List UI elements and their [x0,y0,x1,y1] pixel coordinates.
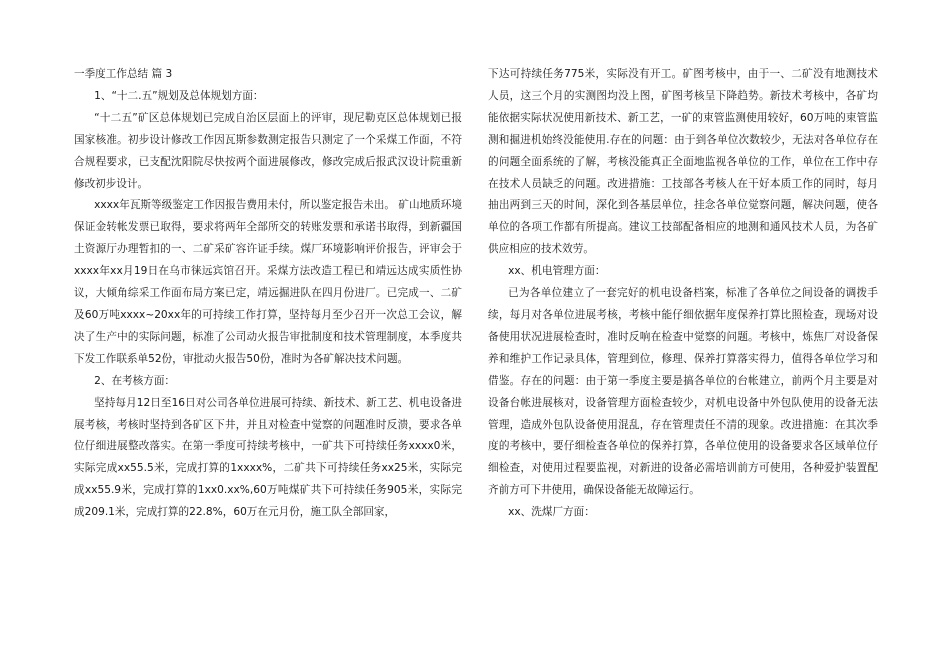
paragraph-mechanical: 已为各单位建立了一套完好的机电设备档案，标准了各单位之间设备的调拨手续，每月对各单位进展考核，考核中能仔细依据年度保养打算比照检查，现场对设备使用状况进展检查时，准时反响在检查中觉察的问题。考核中，炼焦厂对设备保养和维护工作记录具体，管理到位，修理、保养打算落实得力，值得各单位学习和借鉴。存在的问题：由于第一季度主要是搞各单位的台帐建立，前两个月主要是对设备台帐进展核对，设备管理方面检查较少，对机电设备中外包队使用的设备无法管理，造成外包队设备使用混乱，存在管理责任不清的现象。改进措施：在其次季度的考核中，要仔细检查各单位的保养打算，各单位使用的设备要求各区域单位仔细检查，对使用过程要监视，对新进的设备必需培训前方可使用，各种爱护装置配齐前方可下井使用，确保设备能无故障运行。 [488,287,878,497]
paragraph-technical-work: xxxx年瓦斯等级鉴定工作因报告费用未付，所以鉴定报告未出。 矿山地质环境保证金转帐发票已取得，要求将两年全部所交的转账发票和承诺书取得，到新疆国土资源厅办理暂扣的一、二矿采矿容许证手续。煤厂环境影响评价报告，评审会于xxxx年xx月19日在乌市徕远宾馆召开。采煤方法改造工程已和靖远达成实质性协议，大倾角综采工作面布局方案已定，靖远掘进队在四月份进厂。已完成一、二矿及60万吨xxxx~20xx年的可持续工作打算，坚持每月至少召开一次总工会议，解决了生产中的实际问题，标准了公司动火报告审批制度和技术管理制度，本季度共下发工作联系单52份，审批动火报告50份，准时为各矿解决技术问题。 [74,199,462,365]
paragraph-assessment-continued: 下达可持续任务775米，实际没有开工。矿图考核中，由于一、二矿没有地测技术人员，这三个月的实测图均没上图，矿图考核呈下降趋势。新技术考核中，各矿均能依据实际状况使用新技术、新工艺，一矿的束管监测使用较好，60万吨的束管监测和掘进机始终没能使用.存在的问题：由于到各单位次数较少，无法对各单位存在的问题全面系统的了解，考核没能真正全面地监视各单位的工作，单位在工作中存在技术人员缺乏的问题。改进措施：工技部各考核人在干好本质工作的同时，每月抽出两到三天的时间，深化到各基层单位，挂念各单位觉察问题，解决问题，使各单位的各项工作都有所提高。建议工技部配备相应的地测和通风技术人员，为各矿供应相应的技术效劳。 [488,68,878,256]
section-heading-planning: 1、“十二.五”规划及总体规划方面： [94,89,264,102]
section-heading-mechanical: xx、机电管理方面： [508,265,606,278]
section-heading-assessment: 2、在考核方面： [94,374,176,387]
paragraph-planning-review: “十二五”矿区总体规划已完成自治区层面上的评审，现尼勒克区总体规划已报国家核准。初步设计修改工作因瓦斯参数测定报告只测定了一个采煤工作面，不符合规程要求，已支配沈阳院尽快按两个面进展修改，修改完成后报武汉设计院重新修改初步设计。 [74,111,462,190]
section-heading-coal-washing: xx、洗煤厂方面： [508,506,595,519]
document-title: 一季度工作总结 篇 3 [74,68,173,80]
paragraph-assessment: 坚持每月12日至16日对公司各单位进展可持续、新技术、新工艺、机电设备进展考核，考核时坚持到各矿区下井，并且对检查中觉察的问题准时反溃，要求各单位仔细进展整改落实。在第一季度可持续考核中，一矿共下可持续任务xxxx0米，实际完成xx55.5米，完成打算的1xxxx%，二矿共下可持续任务xx25米，实际完成xx55.9米，完成打算的1xx0.xx%,60万吨煤矿共下可持续任务905米，实际完成209.1米，完成打算的22.8%，60万在元月份，施工队全部回家， [74,396,462,519]
left-text-column [74,64,462,524]
right-text-column [488,64,878,524]
